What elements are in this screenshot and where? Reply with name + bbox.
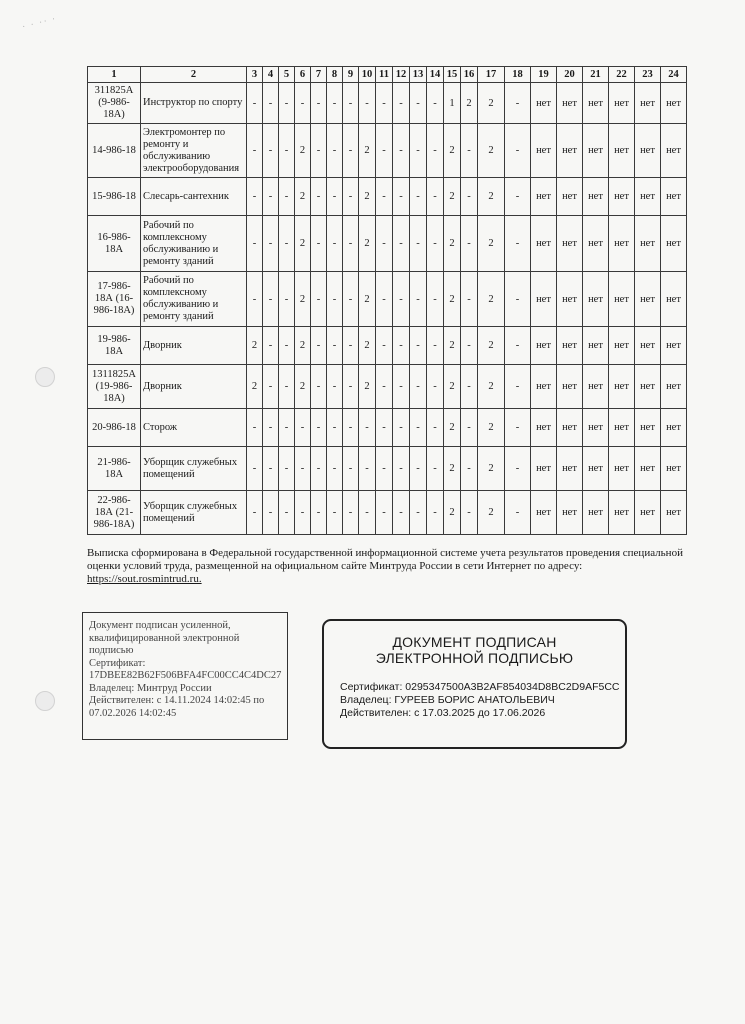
assessment-cell: - [263,491,279,535]
assessment-cell: нет [635,409,661,447]
assessment-cell: 2 [295,216,311,272]
assessment-cell: - [427,124,444,178]
assessment-cell: - [410,491,427,535]
assessment-cell: 2 [295,178,311,216]
assessment-cell: - [327,447,343,491]
position-name: Дворник [141,327,247,365]
position-name: Рабочий по комплексному обслуживанию и ремонту зданий [141,272,247,327]
assessment-cell: - [343,178,359,216]
table-row [88,327,687,365]
assessment-cell: - [279,83,295,124]
column-header: 2 [141,67,247,83]
assessment-cell: нет [531,447,557,491]
assessment-cell: - [263,216,279,272]
assessment-cell: - [393,178,410,216]
assessment-cell: - [311,447,327,491]
punch-hole-bottom [35,691,55,711]
assessment-cell: - [505,83,531,124]
assessment-cell: - [505,178,531,216]
assessment-cell: 2 [247,327,263,365]
stamp-certificate-number: 17DBEE82B62F506BFA4FC00CC4C4DC27 [89,670,282,681]
assessment-cell: 2 [478,447,505,491]
assessment-cell: нет [635,365,661,409]
assessment-cell: - [279,491,295,535]
assessment-cell: - [295,491,311,535]
position-name: Уборщик служебных помещений [141,491,247,535]
assessment-cell: 2 [295,124,311,178]
stamp-validity: Действителен: с 14.11.2024 14:02:45 по 07.02.2026 14:02:45 [89,695,265,719]
stamp-certificate: Сертификат: 0295347500A3B2AF854034D8BC2D9AF5CC [340,681,620,693]
assessment-cell: - [247,409,263,447]
assessment-cell: - [505,365,531,409]
assessment-cell: - [295,409,311,447]
assessment-cell: 2 [444,491,461,535]
assessment-cell: - [343,491,359,535]
assessment-cell: - [461,447,478,491]
punch-hole-top [35,367,55,387]
assessment-cell: - [247,178,263,216]
column-header: 22 [609,67,635,83]
assessment-cell: нет [609,272,635,327]
stamp-certificate-label: Сертификат: [89,657,146,669]
position-name: Сторож [141,409,247,447]
assessment-cell: нет [583,365,609,409]
assessment-cell: - [359,409,376,447]
assessment-cell: 2 [444,272,461,327]
column-header: 23 [635,67,661,83]
assessment-cell: нет [661,216,687,272]
stamp-valid-period: Действителен: с 17.03.2025 до 17.06.2026 [340,707,546,719]
assessment-cell: - [376,83,393,124]
assessment-cell: нет [583,178,609,216]
position-name: Рабочий по комплексному обслуживанию и ремонту зданий [141,216,247,272]
assessment-cell: - [427,216,444,272]
column-header: 10 [359,67,376,83]
assessment-cell: - [327,178,343,216]
assessment-cell: 2 [359,272,376,327]
assessment-cell: 2 [359,365,376,409]
assessment-cell: - [393,365,410,409]
assessment-cell: - [263,447,279,491]
signature-stamp-ministry [82,612,288,740]
assessment-cell: нет [557,327,583,365]
column-header: 19 [531,67,557,83]
assessment-cell: - [343,272,359,327]
table-row [88,216,687,272]
assessment-cell: 2 [478,178,505,216]
assessment-cell: 2 [478,491,505,535]
assessment-cell: нет [609,447,635,491]
assessment-cell: нет [557,447,583,491]
sout-results-table [87,66,687,535]
assessment-cell: - [376,178,393,216]
workplace-code: 21-986-18А [88,447,141,491]
assessment-cell: 2 [359,327,376,365]
assessment-cell: нет [661,447,687,491]
assessment-cell: нет [661,365,687,409]
assessment-cell: - [393,409,410,447]
position-name: Уборщик служебных помещений [141,447,247,491]
assessment-cell: - [279,327,295,365]
assessment-cell: 2 [295,272,311,327]
assessment-cell: - [279,409,295,447]
assessment-cell: - [247,447,263,491]
assessment-cell: нет [557,83,583,124]
assessment-cell: 2 [461,83,478,124]
assessment-cell: - [505,124,531,178]
assessment-cell: нет [583,272,609,327]
assessment-cell: 2 [444,327,461,365]
assessment-cell: - [263,365,279,409]
assessment-cell: - [410,272,427,327]
assessment-cell: нет [635,491,661,535]
stamp-title-line2: ЭЛЕКТРОННОЙ ПОДПИСЬЮ [375,650,574,666]
assessment-cell: 2 [359,178,376,216]
stamp-owner: Владелец: Минтруд России [89,682,212,694]
assessment-cell: - [343,365,359,409]
assessment-cell: - [343,124,359,178]
assessment-cell: 2 [478,83,505,124]
assessment-cell: нет [557,491,583,535]
table-row [88,124,687,178]
assessment-cell: нет [609,124,635,178]
assessment-cell: - [461,365,478,409]
assessment-cell: нет [661,491,687,535]
assessment-cell: нет [661,124,687,178]
workplace-code: 17-986-18А (16-986-18А) [88,272,141,327]
assessment-cell: - [376,124,393,178]
assessment-cell: - [327,409,343,447]
assessment-cell: - [279,216,295,272]
assessment-cell: - [505,272,531,327]
assessment-cell: 2 [444,365,461,409]
extract-note-text: Выписка сформирована в Федеральной государственной информационной системе учета результатов проведения специальной оценки условий труда, размещенной на официальном сайте Минтруда России в сети Интернет по адресу: [87,547,683,572]
workplace-code: 22-986-18А (21-986-18А) [88,491,141,535]
assessment-cell: нет [557,409,583,447]
table-row [88,178,687,216]
assessment-cell: - [295,83,311,124]
column-header: 15 [444,67,461,83]
assessment-cell: - [505,447,531,491]
assessment-cell: 2 [444,216,461,272]
assessment-cell: - [343,327,359,365]
assessment-cell: - [311,178,327,216]
assessment-cell: - [393,272,410,327]
assessment-cell: - [311,327,327,365]
assessment-cell: - [427,327,444,365]
assessment-cell: - [279,447,295,491]
assessment-cell: 2 [478,216,505,272]
assessment-cell: - [505,327,531,365]
assessment-cell: - [410,327,427,365]
assessment-cell: - [279,124,295,178]
assessment-cell: нет [583,409,609,447]
assessment-cell: - [343,216,359,272]
position-name: Электромонтер по ремонту и обслуживанию электрооборудования [141,124,247,178]
assessment-cell: нет [661,272,687,327]
assessment-cell: нет [531,124,557,178]
assessment-cell: нет [609,409,635,447]
assessment-cell: - [393,491,410,535]
column-header: 4 [263,67,279,83]
assessment-cell: - [327,216,343,272]
stamp-title-line1: ДОКУМЕНТ ПОДПИСАН [392,634,557,650]
assessment-cell: нет [635,327,661,365]
assessment-cell: нет [531,83,557,124]
assessment-cell: - [376,365,393,409]
table-row [88,272,687,327]
assessment-cell: нет [635,272,661,327]
assessment-cell: 2 [444,124,461,178]
assessment-cell: нет [557,178,583,216]
assessment-cell: - [461,178,478,216]
assessment-cell: - [311,216,327,272]
assessment-cell: - [376,272,393,327]
table-row [88,83,687,124]
assessment-cell: нет [635,124,661,178]
table-row [88,447,687,491]
assessment-cell: - [311,124,327,178]
assessment-cell: - [311,272,327,327]
assessment-cell: нет [609,365,635,409]
assessment-cell: - [410,365,427,409]
assessment-cell: - [327,272,343,327]
assessment-cell: нет [557,216,583,272]
workplace-code: 15-986-18 [88,178,141,216]
position-name: Слесарь-сантехник [141,178,247,216]
assessment-cell: 2 [444,409,461,447]
workplace-code: 1311825А (19-986-18А) [88,365,141,409]
assessment-cell: - [427,83,444,124]
assessment-cell: - [247,491,263,535]
sout-link[interactable]: https://sout.rosmintrud.ru. [87,573,202,585]
assessment-cell: 2 [295,365,311,409]
column-header: 8 [327,67,343,83]
stamp-heading: Документ подписан усиленной, квалифицированной электронной подписью [89,620,240,656]
assessment-cell: - [427,178,444,216]
assessment-cell: нет [531,216,557,272]
assessment-cell: - [263,327,279,365]
assessment-cell: нет [661,83,687,124]
assessment-cell: - [461,216,478,272]
assessment-cell: - [505,409,531,447]
assessment-cell: - [461,124,478,178]
assessment-cell: нет [635,83,661,124]
assessment-cell: - [263,409,279,447]
assessment-cell: нет [531,409,557,447]
assessment-cell: - [279,365,295,409]
assessment-cell: - [247,124,263,178]
assessment-cell: - [327,327,343,365]
assessment-cell: - [505,491,531,535]
assessment-cell: - [393,447,410,491]
assessment-cell: 2 [359,124,376,178]
assessment-cell: нет [635,178,661,216]
assessment-cell: нет [661,409,687,447]
assessment-cell: - [410,178,427,216]
assessment-cell: нет [583,83,609,124]
assessment-cell: нет [583,491,609,535]
assessment-cell: - [295,447,311,491]
assessment-cell: - [410,447,427,491]
assessment-cell: - [343,409,359,447]
assessment-cell: - [263,178,279,216]
column-header: 7 [311,67,327,83]
assessment-cell: нет [531,178,557,216]
assessment-cell: нет [583,216,609,272]
column-header: 24 [661,67,687,83]
assessment-cell: нет [531,327,557,365]
assessment-cell: нет [661,327,687,365]
assessment-cell: - [410,124,427,178]
column-header: 5 [279,67,295,83]
assessment-cell: - [393,327,410,365]
assessment-cell: 2 [478,272,505,327]
column-header: 18 [505,67,531,83]
assessment-cell: - [359,447,376,491]
assessment-cell: нет [609,216,635,272]
stamp-owner-name: Владелец: ГУРЕЕВ БОРИС АНАТОЛЬЕВИЧ [340,694,555,706]
assessment-cell: нет [583,447,609,491]
assessment-cell: - [410,409,427,447]
assessment-cell: - [427,409,444,447]
column-header: 14 [427,67,444,83]
assessment-cell: - [376,409,393,447]
assessment-cell: нет [635,447,661,491]
assessment-cell: - [393,124,410,178]
assessment-cell: - [327,491,343,535]
assessment-cell: - [427,272,444,327]
scan-artifact: · · ·· · [21,13,58,32]
table-row [88,409,687,447]
column-header: 3 [247,67,263,83]
column-header: 12 [393,67,410,83]
assessment-cell: - [247,83,263,124]
assessment-cell: - [327,124,343,178]
assessment-cell: нет [531,491,557,535]
assessment-cell: - [393,216,410,272]
assessment-cell: - [427,447,444,491]
assessment-cell: - [311,83,327,124]
assessment-cell: 2 [478,409,505,447]
assessment-cell: - [311,491,327,535]
assessment-cell: нет [609,83,635,124]
assessment-cell: 2 [444,178,461,216]
table-row [88,491,687,535]
assessment-cell: - [376,447,393,491]
assessment-cell: - [461,272,478,327]
assessment-cell: - [427,491,444,535]
assessment-cell: нет [661,178,687,216]
assessment-cell: - [263,272,279,327]
column-header: 17 [478,67,505,83]
position-name: Дворник [141,365,247,409]
assessment-cell: - [327,83,343,124]
assessment-cell: - [461,327,478,365]
assessment-cell: нет [531,365,557,409]
workplace-code: 19-986-18А [88,327,141,365]
assessment-cell: - [410,83,427,124]
assessment-cell: 2 [295,327,311,365]
column-header: 1 [88,67,141,83]
assessment-cell: - [263,124,279,178]
assessment-cell: - [279,178,295,216]
assessment-cell: - [376,491,393,535]
assessment-cell: - [393,83,410,124]
assessment-cell: 2 [444,447,461,491]
assessment-cell: - [311,409,327,447]
assessment-cell: 2 [359,216,376,272]
assessment-cell: нет [531,272,557,327]
assessment-cell: - [359,491,376,535]
column-header: 21 [583,67,609,83]
position-name: Инструктор по спорту [141,83,247,124]
column-header: 20 [557,67,583,83]
assessment-cell: - [376,216,393,272]
workplace-code: 20-986-18 [88,409,141,447]
assessment-cell: нет [557,124,583,178]
column-header: 6 [295,67,311,83]
assessment-cell: - [410,216,427,272]
column-header: 11 [376,67,393,83]
assessment-cell: 2 [247,365,263,409]
assessment-cell: - [247,272,263,327]
workplace-code: 16-986-18А [88,216,141,272]
extract-note [87,547,687,586]
column-header: 9 [343,67,359,83]
assessment-cell: - [311,365,327,409]
assessment-cell: - [505,216,531,272]
assessment-cell: 1 [444,83,461,124]
assessment-cell: - [343,83,359,124]
assessment-cell: нет [557,365,583,409]
assessment-cell: нет [583,327,609,365]
assessment-cell: - [327,365,343,409]
workplace-code: 311825А (9-986-18А) [88,83,141,124]
column-header: 16 [461,67,478,83]
assessment-cell: нет [583,124,609,178]
assessment-cell: 2 [478,365,505,409]
assessment-cell: нет [609,491,635,535]
assessment-cell: нет [609,327,635,365]
assessment-cell: - [376,327,393,365]
assessment-cell: - [427,365,444,409]
assessment-cell: нет [609,178,635,216]
workplace-code: 14-986-18 [88,124,141,178]
assessment-cell: 2 [478,327,505,365]
table-row [88,365,687,409]
assessment-cell: - [461,409,478,447]
assessment-cell: - [461,491,478,535]
assessment-cell: нет [557,272,583,327]
assessment-cell: нет [635,216,661,272]
assessment-cell: 2 [478,124,505,178]
assessment-cell: - [263,83,279,124]
assessment-cell: - [343,447,359,491]
signature-stamp-person [322,619,627,749]
table-header-row [88,67,687,83]
column-header: 13 [410,67,427,83]
assessment-cell: - [359,83,376,124]
assessment-cell: - [247,216,263,272]
assessment-cell: - [279,272,295,327]
